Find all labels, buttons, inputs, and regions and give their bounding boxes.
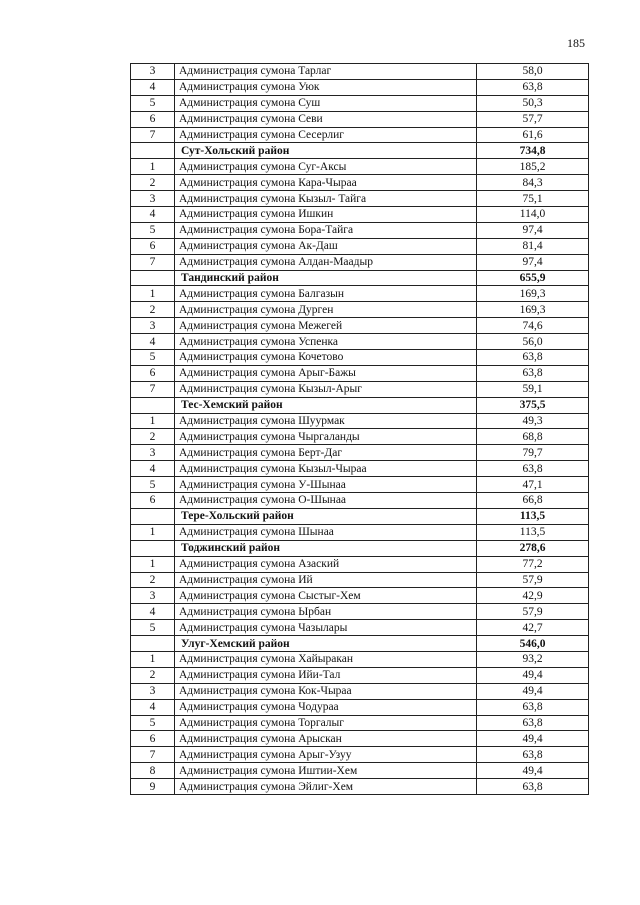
- amount-value: 74,6: [477, 318, 589, 334]
- amount-value: 57,9: [477, 604, 589, 620]
- amount-value: 49,4: [477, 683, 589, 699]
- amount-value: 75,1: [477, 191, 589, 207]
- administration-name: Администрация сумона Сесерлиг: [175, 127, 477, 143]
- district-row: [131, 636, 589, 652]
- district-row: [131, 270, 589, 286]
- amount-value: 81,4: [477, 238, 589, 254]
- table-row: [131, 477, 589, 493]
- administration-name: Администрация сумона Арыг-Узуу: [175, 747, 477, 763]
- row-number: 2: [131, 302, 175, 318]
- administration-name: Администрация сумона Сыстыг-Хем: [175, 588, 477, 604]
- table-row: [131, 222, 589, 238]
- table-row: [131, 350, 589, 366]
- row-number: [131, 397, 175, 413]
- table-row: [131, 604, 589, 620]
- table-row: [131, 286, 589, 302]
- amount-value: 63,8: [477, 365, 589, 381]
- amount-value: 113,5: [477, 524, 589, 540]
- row-number: 4: [131, 604, 175, 620]
- row-number: [131, 636, 175, 652]
- administration-name: Администрация сумона Торгалыг: [175, 715, 477, 731]
- table-row: [131, 588, 589, 604]
- row-number: 6: [131, 238, 175, 254]
- district-name: Улуг-Хемский район: [175, 636, 477, 652]
- row-number: 3: [131, 445, 175, 461]
- table-row: [131, 95, 589, 111]
- amount-value: 63,8: [477, 350, 589, 366]
- table-row: [131, 683, 589, 699]
- table-row: [131, 651, 589, 667]
- row-number: 5: [131, 350, 175, 366]
- district-row: [131, 397, 589, 413]
- amount-value: 169,3: [477, 302, 589, 318]
- administration-name: Администрация сумона Суш: [175, 95, 477, 111]
- table-row: [131, 254, 589, 270]
- row-number: 1: [131, 556, 175, 572]
- administration-name: Администрация сумона Кызыл- Тайга: [175, 191, 477, 207]
- table-row: [131, 79, 589, 95]
- table-row: [131, 191, 589, 207]
- row-number: 4: [131, 207, 175, 223]
- administration-name: Администрация сумона Ак-Даш: [175, 238, 477, 254]
- row-number: 1: [131, 286, 175, 302]
- district-total: 278,6: [477, 540, 589, 556]
- district-total: 655,9: [477, 270, 589, 286]
- administration-name: Администрация сумона Ырбан: [175, 604, 477, 620]
- row-number: 8: [131, 763, 175, 779]
- administration-name: Администрация сумона Ишкин: [175, 207, 477, 223]
- table-body: [131, 64, 589, 795]
- table-row: [131, 445, 589, 461]
- table-row: [131, 238, 589, 254]
- table-row: [131, 493, 589, 509]
- table-row: [131, 620, 589, 636]
- row-number: 4: [131, 334, 175, 350]
- row-number: 7: [131, 381, 175, 397]
- allocation-table: [130, 63, 589, 795]
- amount-value: 49,4: [477, 667, 589, 683]
- administration-name: Администрация сумона Эйлиг-Хем: [175, 779, 477, 795]
- administration-name: Администрация сумона Тарлаг: [175, 64, 477, 80]
- amount-value: 63,8: [477, 747, 589, 763]
- amount-value: 42,7: [477, 620, 589, 636]
- row-number: 3: [131, 683, 175, 699]
- table-row: [131, 127, 589, 143]
- administration-name: Администрация сумона Севи: [175, 111, 477, 127]
- administration-name: Администрация сумона Берт-Даг: [175, 445, 477, 461]
- table-row: [131, 111, 589, 127]
- amount-value: 93,2: [477, 651, 589, 667]
- amount-value: 66,8: [477, 493, 589, 509]
- district-name: Тоджинский район: [175, 540, 477, 556]
- district-total: 113,5: [477, 508, 589, 524]
- administration-name: Администрация сумона У-Шынаа: [175, 477, 477, 493]
- table-row: [131, 159, 589, 175]
- amount-value: 79,7: [477, 445, 589, 461]
- table-row: [131, 302, 589, 318]
- table-row: [131, 715, 589, 731]
- row-number: 3: [131, 64, 175, 80]
- amount-value: 63,8: [477, 699, 589, 715]
- row-number: 1: [131, 413, 175, 429]
- administration-name: Администрация сумона Азаский: [175, 556, 477, 572]
- administration-name: Администрация сумона Кок-Чыраа: [175, 683, 477, 699]
- amount-value: 77,2: [477, 556, 589, 572]
- table-row: [131, 699, 589, 715]
- row-number: 4: [131, 699, 175, 715]
- table-row: [131, 572, 589, 588]
- table-row: [131, 381, 589, 397]
- amount-value: 169,3: [477, 286, 589, 302]
- table-row: [131, 429, 589, 445]
- administration-name: Администрация сумона Кочетово: [175, 350, 477, 366]
- administration-name: Администрация сумона Дурген: [175, 302, 477, 318]
- administration-name: Администрация сумона Успенка: [175, 334, 477, 350]
- amount-value: 58,0: [477, 64, 589, 80]
- amount-value: 49,4: [477, 731, 589, 747]
- district-row: [131, 508, 589, 524]
- table-row: [131, 365, 589, 381]
- table-row: [131, 524, 589, 540]
- row-number: 1: [131, 524, 175, 540]
- amount-value: 49,4: [477, 763, 589, 779]
- row-number: 3: [131, 191, 175, 207]
- administration-name: Администрация сумона Ийи-Тал: [175, 667, 477, 683]
- amount-value: 63,8: [477, 79, 589, 95]
- administration-name: Администрация сумона Арыг-Бажы: [175, 365, 477, 381]
- amount-value: 47,1: [477, 477, 589, 493]
- amount-value: 84,3: [477, 175, 589, 191]
- row-number: 4: [131, 79, 175, 95]
- administration-name: Администрация сумона Ий: [175, 572, 477, 588]
- district-total: 546,0: [477, 636, 589, 652]
- row-number: 6: [131, 493, 175, 509]
- district-name: Тандинский район: [175, 270, 477, 286]
- table-row: [131, 667, 589, 683]
- administration-name: Администрация сумона Кызыл-Арыг: [175, 381, 477, 397]
- district-total: 375,5: [477, 397, 589, 413]
- administration-name: Администрация сумона Арыскан: [175, 731, 477, 747]
- row-number: 2: [131, 667, 175, 683]
- amount-value: 50,3: [477, 95, 589, 111]
- administration-name: Администрация сумона Хайыракан: [175, 651, 477, 667]
- amount-value: 42,9: [477, 588, 589, 604]
- row-number: [131, 270, 175, 286]
- district-row: [131, 143, 589, 159]
- row-number: 2: [131, 572, 175, 588]
- table-row: [131, 207, 589, 223]
- administration-name: Администрация сумона Иштии-Хем: [175, 763, 477, 779]
- administration-name: Администрация сумона Чодураа: [175, 699, 477, 715]
- row-number: 9: [131, 779, 175, 795]
- row-number: 3: [131, 588, 175, 604]
- administration-name: Администрация сумона Алдан-Маадыр: [175, 254, 477, 270]
- amount-value: 56,0: [477, 334, 589, 350]
- row-number: [131, 143, 175, 159]
- row-number: 4: [131, 461, 175, 477]
- amount-value: 185,2: [477, 159, 589, 175]
- administration-name: Администрация сумона Суг-Аксы: [175, 159, 477, 175]
- table-row: [131, 779, 589, 795]
- row-number: 1: [131, 651, 175, 667]
- row-number: 1: [131, 159, 175, 175]
- row-number: 2: [131, 175, 175, 191]
- row-number: 6: [131, 365, 175, 381]
- row-number: 2: [131, 429, 175, 445]
- amount-value: 59,1: [477, 381, 589, 397]
- district-name: Сут-Хольский район: [175, 143, 477, 159]
- table-row: [131, 175, 589, 191]
- table-row: [131, 461, 589, 477]
- table-row: [131, 763, 589, 779]
- row-number: 7: [131, 747, 175, 763]
- amount-value: 114,0: [477, 207, 589, 223]
- administration-name: Администрация сумона Уюк: [175, 79, 477, 95]
- amount-value: 63,8: [477, 715, 589, 731]
- amount-value: 57,7: [477, 111, 589, 127]
- row-number: 6: [131, 111, 175, 127]
- administration-name: Администрация сумона Балгазын: [175, 286, 477, 302]
- row-number: 6: [131, 731, 175, 747]
- table-row: [131, 731, 589, 747]
- administration-name: Администрация сумона Чазылары: [175, 620, 477, 636]
- row-number: [131, 540, 175, 556]
- district-total: 734,8: [477, 143, 589, 159]
- amount-value: 97,4: [477, 254, 589, 270]
- administration-name: Администрация сумона Кызыл-Чыраа: [175, 461, 477, 477]
- administration-name: Администрация сумона Шынаа: [175, 524, 477, 540]
- administration-name: Администрация сумона О-Шынаа: [175, 493, 477, 509]
- table-row: [131, 556, 589, 572]
- table-row: [131, 318, 589, 334]
- amount-value: 68,8: [477, 429, 589, 445]
- row-number: 7: [131, 127, 175, 143]
- amount-value: 57,9: [477, 572, 589, 588]
- amount-value: 97,4: [477, 222, 589, 238]
- row-number: 3: [131, 318, 175, 334]
- row-number: [131, 508, 175, 524]
- district-name: Тере-Хольский район: [175, 508, 477, 524]
- administration-name: Администрация сумона Кара-Чыраа: [175, 175, 477, 191]
- row-number: 7: [131, 254, 175, 270]
- row-number: 5: [131, 477, 175, 493]
- table-row: [131, 413, 589, 429]
- district-name: Тес-Хемский район: [175, 397, 477, 413]
- administration-name: Администрация сумона Чыргаланды: [175, 429, 477, 445]
- row-number: 5: [131, 620, 175, 636]
- amount-value: 63,8: [477, 779, 589, 795]
- amount-value: 49,3: [477, 413, 589, 429]
- row-number: 5: [131, 222, 175, 238]
- page-number: 185: [567, 36, 585, 50]
- district-row: [131, 540, 589, 556]
- row-number: 5: [131, 715, 175, 731]
- table-row: [131, 747, 589, 763]
- amount-value: 63,8: [477, 461, 589, 477]
- row-number: 5: [131, 95, 175, 111]
- table-row: [131, 64, 589, 80]
- administration-name: Администрация сумона Межегей: [175, 318, 477, 334]
- administration-name: Администрация сумона Шуурмак: [175, 413, 477, 429]
- table-row: [131, 334, 589, 350]
- administration-name: Администрация сумона Бора-Тайга: [175, 222, 477, 238]
- amount-value: 61,6: [477, 127, 589, 143]
